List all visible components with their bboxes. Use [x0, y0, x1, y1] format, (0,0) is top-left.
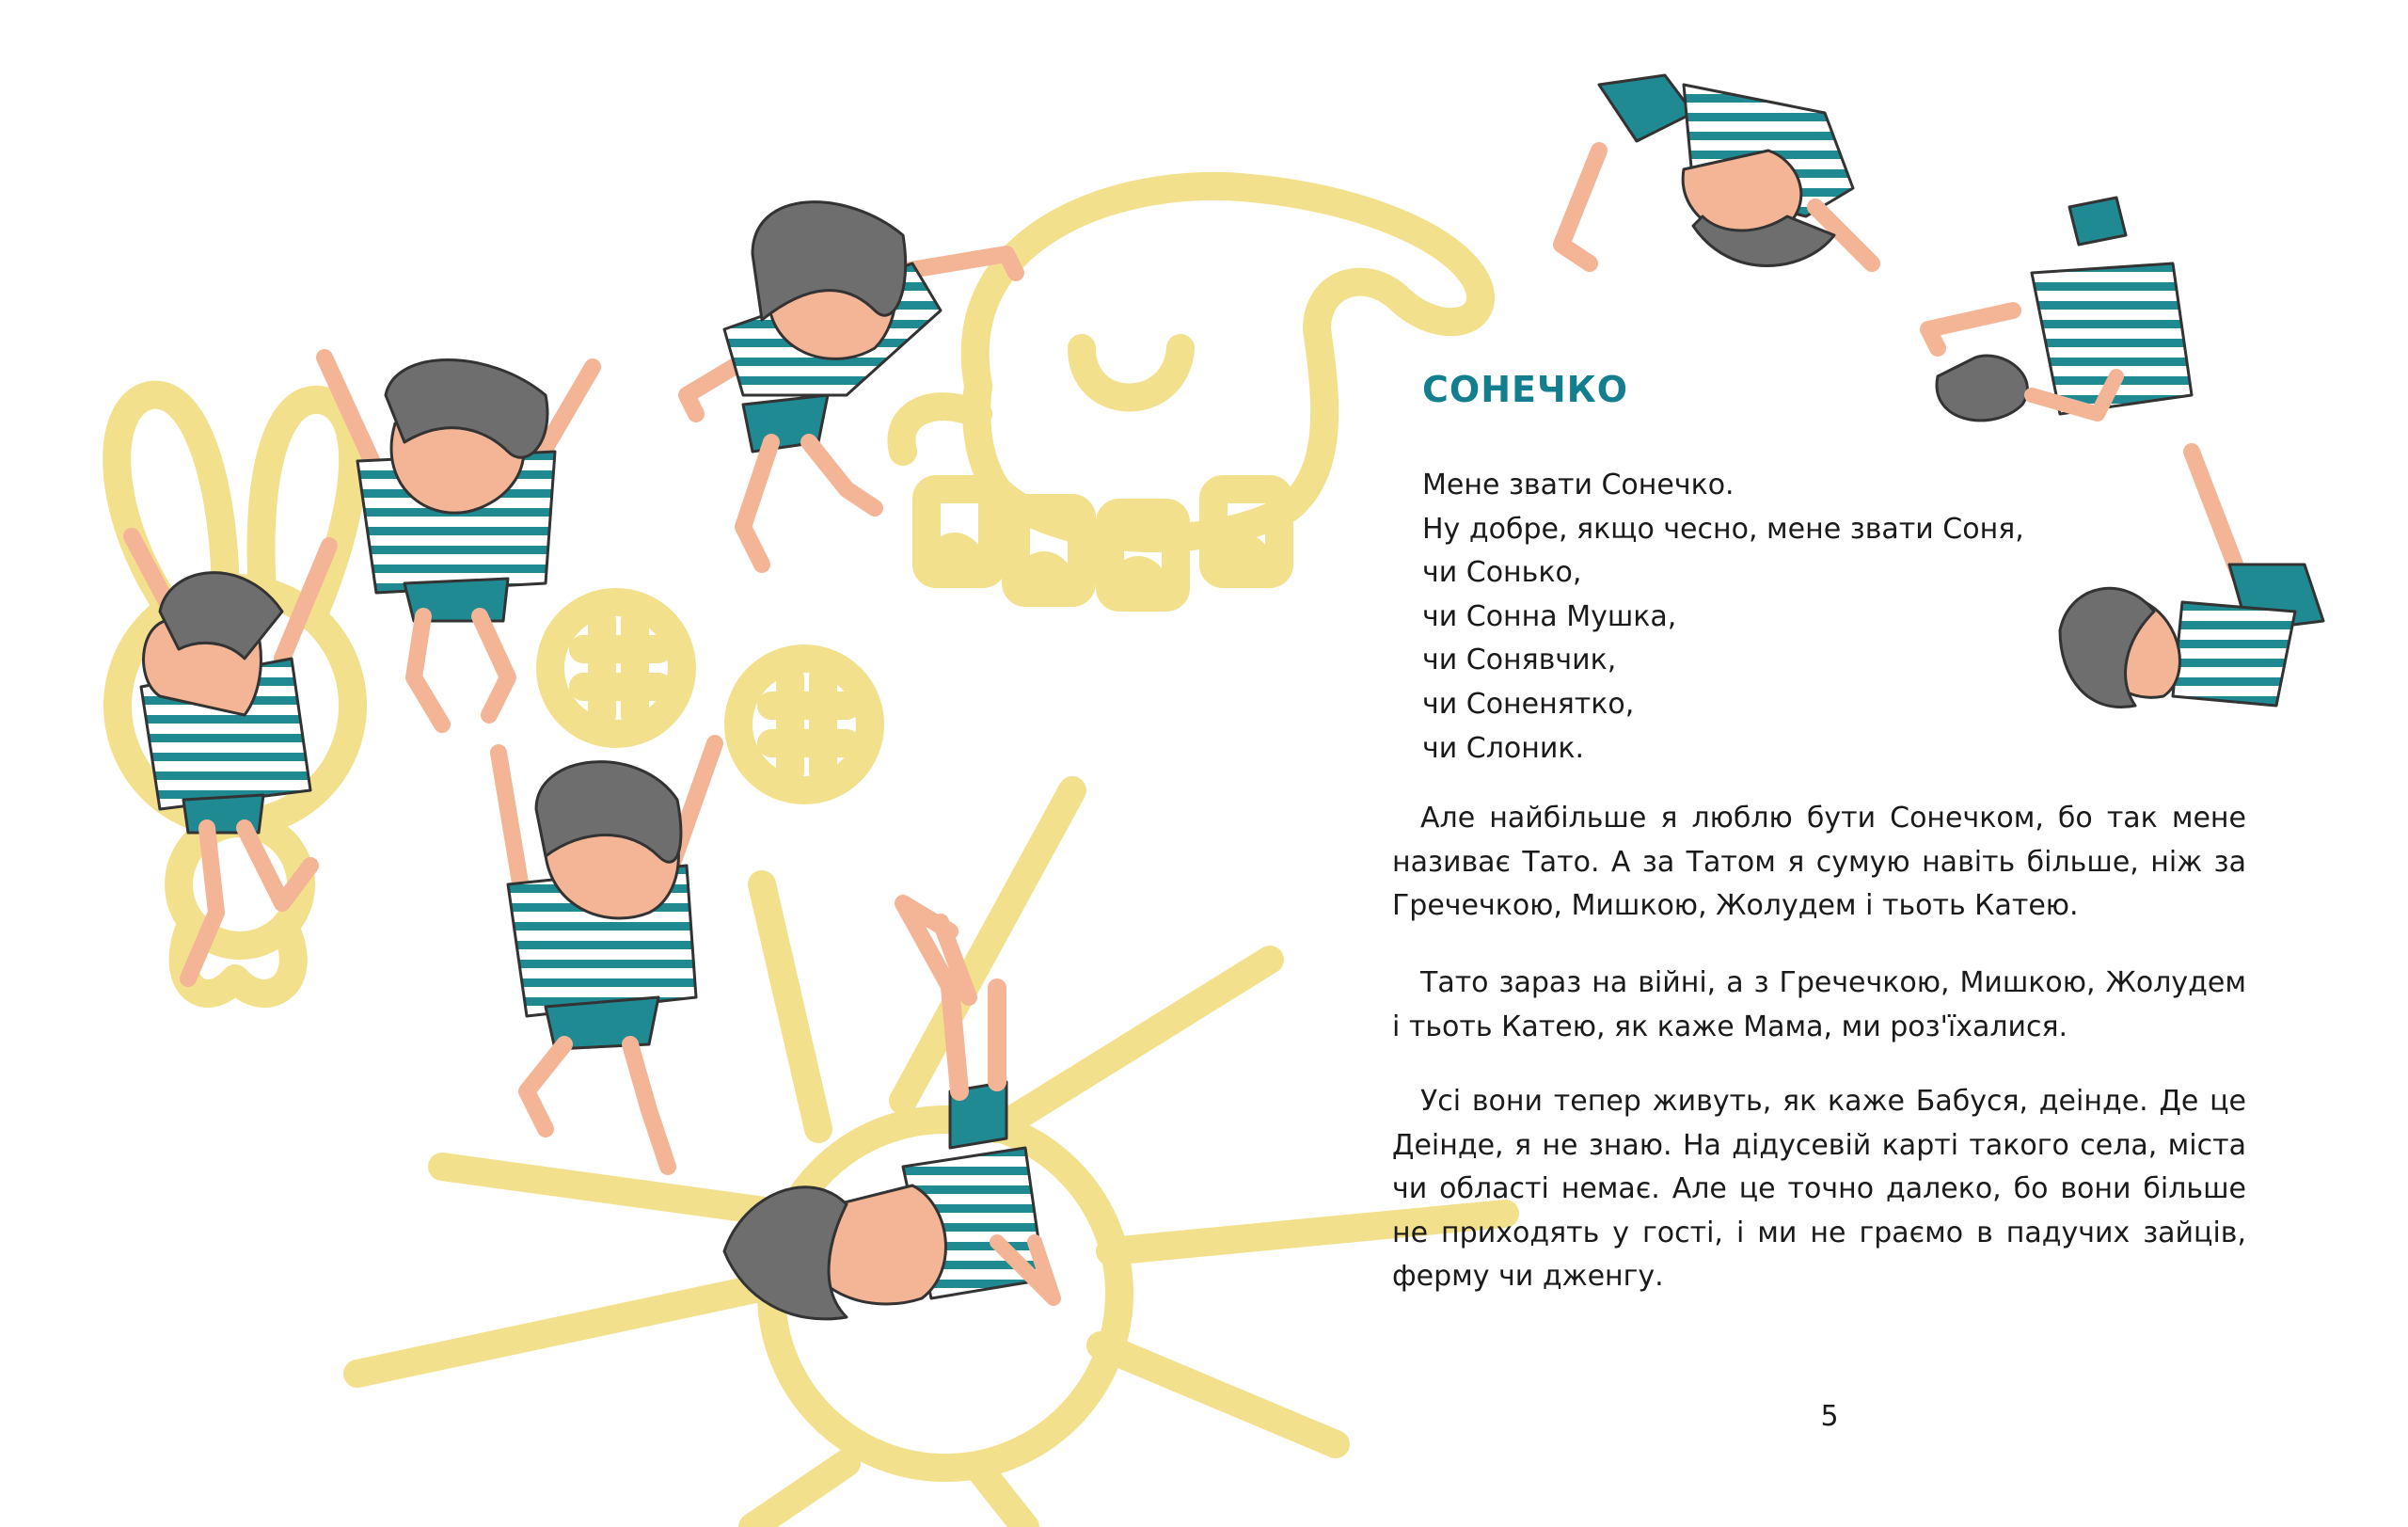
- poem-line: чи Слоник.: [1422, 731, 1585, 765]
- child-figure-roll: [1928, 198, 2192, 421]
- body-paragraph: Тато зараз на війні, а з Гречечкою, Мишкою, Жолудем і тьоть Катею, як каже Мама, ми роз'їхалися.: [1392, 966, 2246, 1043]
- body-paragraph: Усі вони тепер живуть, як каже Бабуся, деінде. Де це Деінде, я не знаю. На дідусевій карті такого села, міста чи області немає. Але це точно далеко, бо вони більше не приходять у гості, і ми не граємо в падучих зайців, ферму чи дженгу.: [1392, 1085, 2246, 1294]
- poem-line: чи Сонна Мушка,: [1422, 599, 1677, 633]
- poem-line: Ну добре, якщо чесно, мене звати Соня,: [1422, 512, 2024, 546]
- child-figure-lying-on-sun: [724, 1148, 1054, 1319]
- poem-block: [1422, 464, 2081, 771]
- elephant-doodle: [901, 186, 1481, 597]
- chapter-title: СОНЕЧКО: [1422, 369, 1629, 410]
- poem-line: Мене звати Сонечко.: [1422, 469, 1735, 501]
- poem-line: чи Сонявчик,: [1422, 644, 1617, 677]
- page-number: 5: [1820, 1400, 1839, 1433]
- poem-line: чи Соненятко,: [1422, 687, 1635, 721]
- poem-line: чи Сонько,: [1422, 556, 1582, 590]
- body-paragraph: Але найбільше я люблю бути Сонечком, бо так мене називає Тато. А за Татом я сумую навіть більше, ніж за Гречечкою, Мишкою, Жолудем і тьоть Катею.: [1392, 802, 2246, 923]
- child-figure-arms-up: [499, 743, 715, 1167]
- child-figure-backflip: [2060, 452, 2323, 708]
- child-figure-bridge: [1561, 75, 1872, 266]
